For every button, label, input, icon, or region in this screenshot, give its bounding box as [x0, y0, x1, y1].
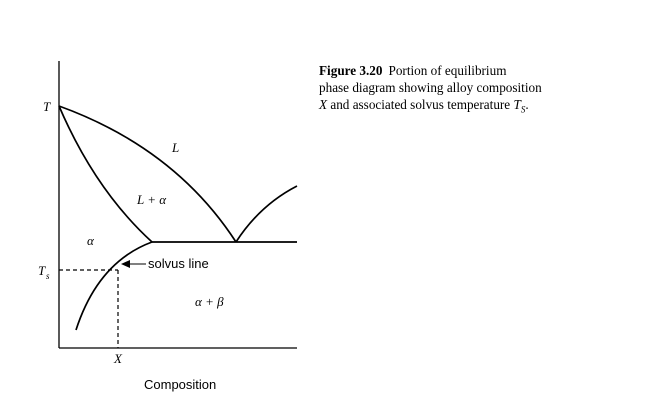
- figure-caption: [319, 62, 619, 119]
- caption-line2: phase diagram showing alloy composition: [319, 80, 542, 95]
- liquid-region-label: L: [172, 140, 180, 155]
- liquid-alpha-region-label: L + α: [137, 192, 167, 207]
- right-liquidus-curve: [236, 186, 297, 242]
- alpha-region-label: α: [87, 233, 94, 248]
- caption-var-t: T: [513, 97, 521, 112]
- alpha-beta-region-label: α + β: [195, 294, 224, 309]
- solvus-arrow-head: [121, 260, 130, 268]
- caption-var-x: X: [319, 97, 328, 112]
- caption-line3: and associated solvus temperature: [327, 97, 514, 112]
- caption-var-sub: S: [520, 104, 526, 115]
- solvus-line-label: solvus line: [148, 256, 209, 271]
- solvus-curve: [76, 242, 152, 330]
- x-axis-title: Composition: [144, 377, 217, 392]
- t-axis-label: T: [43, 99, 51, 114]
- ts-axis-subscript: s: [46, 271, 50, 281]
- ts-axis-label: T: [38, 263, 46, 278]
- caption-line1: Portion of equilibrium: [388, 63, 507, 78]
- caption-period: .: [525, 97, 529, 112]
- figure-number: Figure 3.20: [319, 63, 383, 78]
- x-composition-label: X: [114, 351, 122, 366]
- liquidus-curve: [59, 106, 236, 242]
